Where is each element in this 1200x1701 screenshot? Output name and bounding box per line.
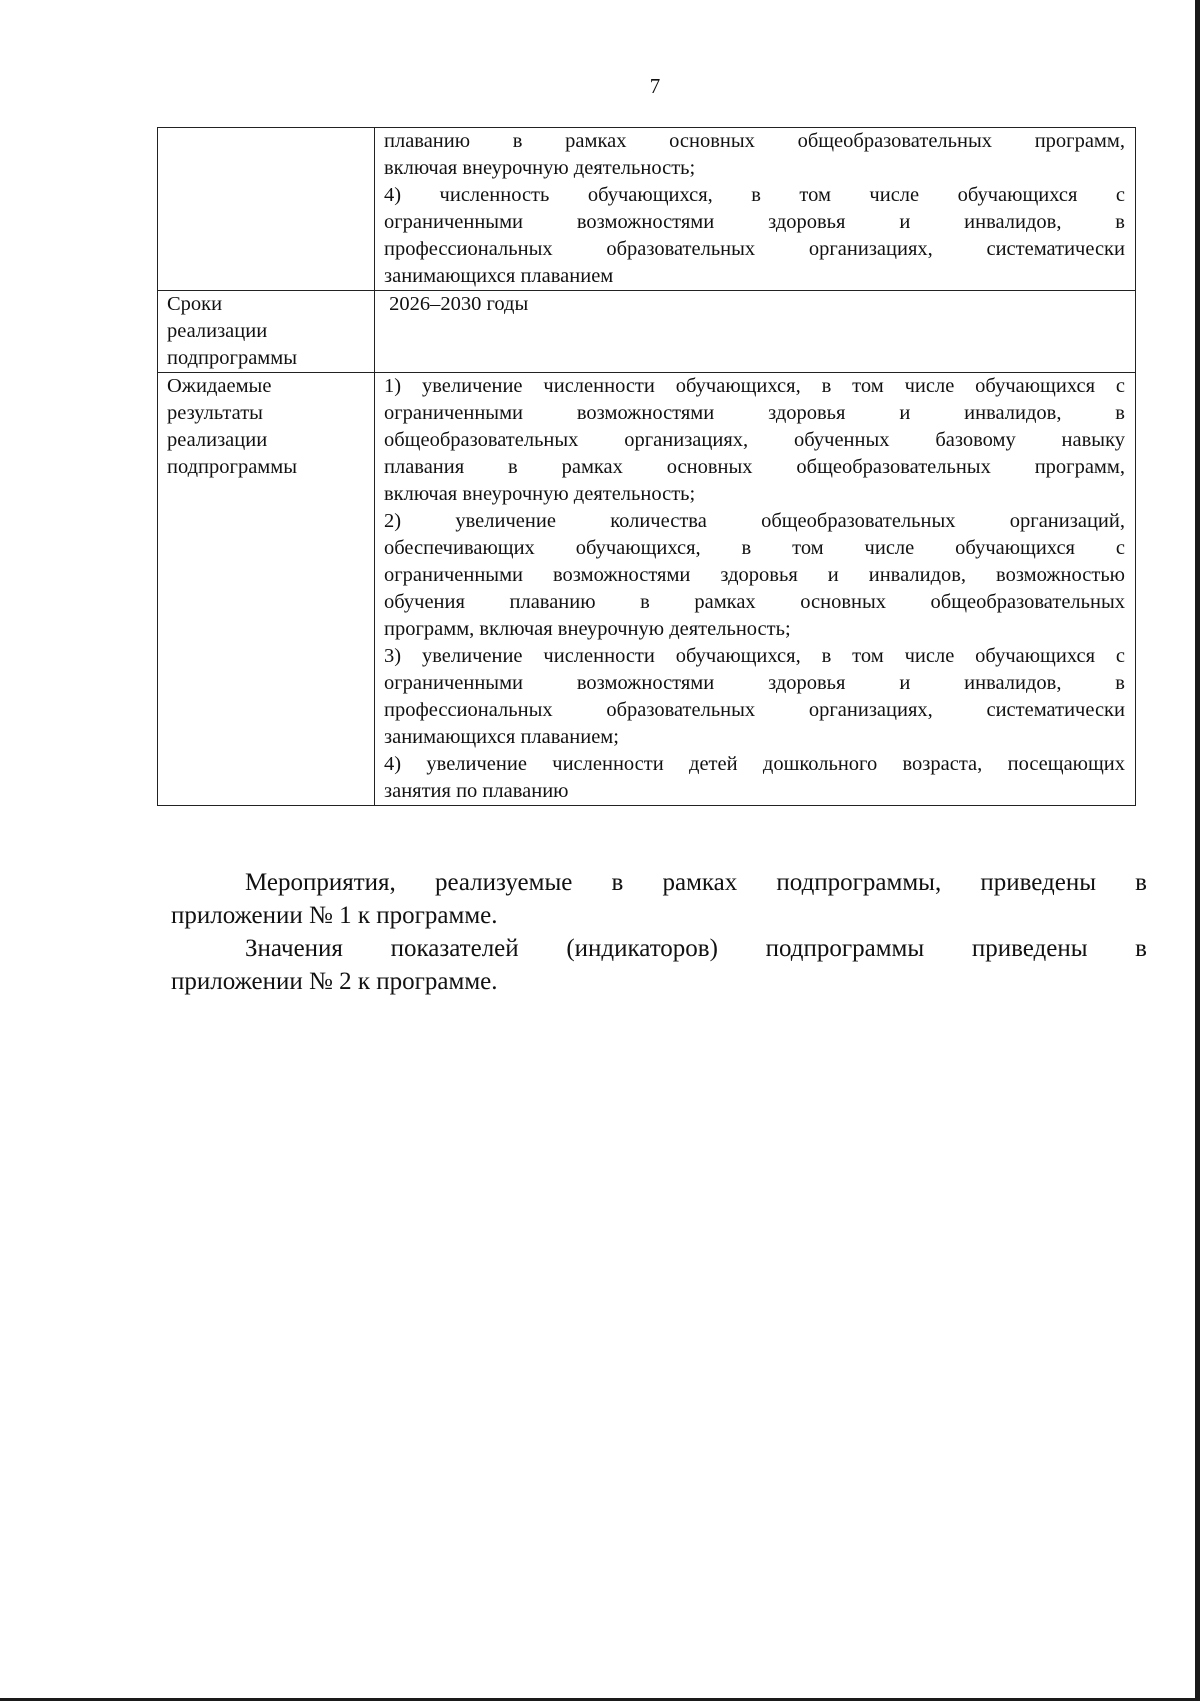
table-row <box>158 291 1136 373</box>
label-line: реализации <box>167 429 268 451</box>
table-row <box>158 128 1136 291</box>
value-line: ограниченными возможностями здоровья и инвалидов, в <box>384 672 1125 694</box>
subprogram-passport-table <box>157 127 1136 806</box>
value-line: 1) увеличение численности обучающихся, в том числе обучающихся с <box>384 375 1125 397</box>
table-row <box>158 373 1136 806</box>
value-line: ограниченными возможностями здоровья и инвалидов, возможностью <box>384 564 1125 586</box>
value-line: обеспечивающих обучающихся, в том числе обучающихся с <box>384 537 1125 559</box>
label-line: результаты <box>167 402 263 424</box>
value-line: занятия по плаванию <box>384 780 569 802</box>
row-label-cell <box>158 128 375 291</box>
value-line: обучения плаванию в рамках основных общеобразовательных <box>384 591 1125 613</box>
label-line: Ожидаемые <box>167 375 272 397</box>
value-line: 4) численность обучающихся, в том числе обучающихся с <box>384 184 1125 206</box>
row-value-cell <box>375 373 1136 806</box>
value-line: плаванию в рамках основных общеобразовательных программ, <box>384 130 1125 152</box>
value-line: включая внеурочную деятельность; <box>384 483 696 505</box>
value-line: занимающихся плаванием; <box>384 726 619 748</box>
value-line: общеобразовательных организациях, обученных базовому навыку <box>384 429 1125 451</box>
paragraph-continuation: приложении № 2 к программе. <box>171 968 498 995</box>
label-line: подпрограммы <box>167 347 298 369</box>
paragraph <box>171 932 1147 998</box>
row-label-cell <box>158 373 375 806</box>
value-line: включая внеурочную деятельность; <box>384 157 696 179</box>
value-line: занимающихся плаванием <box>384 265 614 287</box>
row-value-cell <box>375 128 1136 291</box>
page-number: 7 <box>649 74 661 98</box>
value-line: ограниченными возможностями здоровья и инвалидов, в <box>384 211 1125 233</box>
value-line: профессиональных образовательных организациях, систематически <box>384 699 1125 721</box>
row-value-cell <box>375 291 1136 373</box>
value-line: программ, включая внеурочную деятельность; <box>384 618 791 640</box>
value-line: 2026–2030 годы <box>384 293 529 315</box>
scan-edge-right <box>1195 0 1200 1701</box>
value-line: профессиональных образовательных организациях, систематически <box>384 238 1125 260</box>
body-paragraphs <box>171 866 1147 998</box>
label-line: подпрограммы <box>167 456 298 478</box>
label-line: реализации <box>167 320 268 342</box>
paragraph-first-line: Значения показателей (индикаторов) подпрограммы приведены в <box>245 935 1147 962</box>
value-line: ограниченными возможностями здоровья и инвалидов, в <box>384 402 1125 424</box>
value-line: плавания в рамках основных общеобразовательных программ, <box>384 456 1125 478</box>
paragraph <box>171 866 1147 932</box>
label-line: Сроки <box>167 293 223 315</box>
value-line: 2) увеличение количества общеобразовательных организаций, <box>384 510 1125 532</box>
value-line: 3) увеличение численности обучающихся, в том числе обучающихся с <box>384 645 1125 667</box>
row-label-cell <box>158 291 375 373</box>
paragraph-first-line: Мероприятия, реализуемые в рамках подпрограммы, приведены в <box>245 869 1147 896</box>
paragraph-continuation: приложении № 1 к программе. <box>171 902 498 929</box>
value-line: 4) увеличение численности детей дошкольного возраста, посещающих <box>384 753 1125 775</box>
